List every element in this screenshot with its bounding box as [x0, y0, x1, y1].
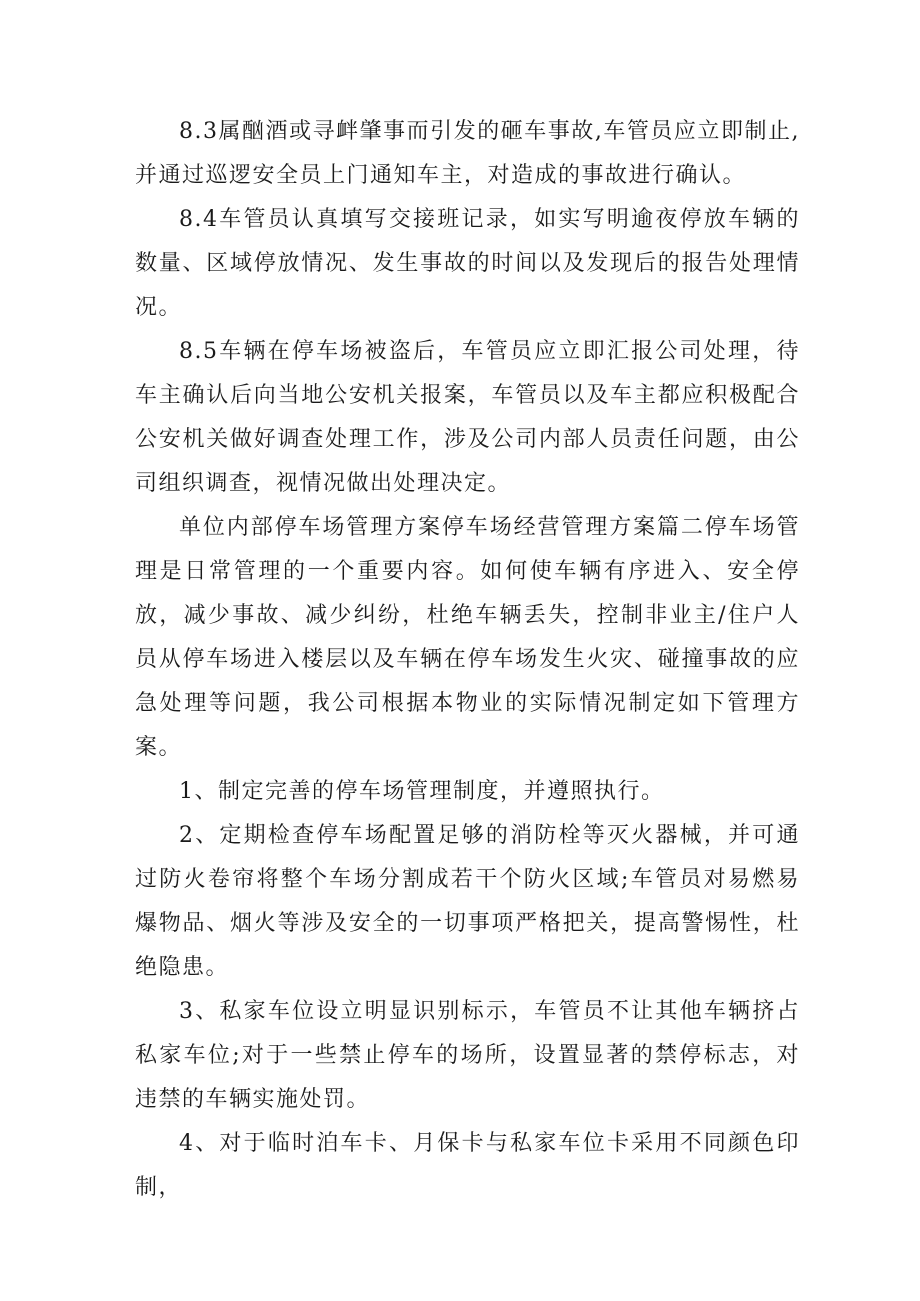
paragraph-item-4: 4、对于临时泊车卡、月保卡与私家车位卡采用不同颜色印制，: [135, 1131, 800, 1200]
paragraph-item-2: 2、定期检查停车场配置足够的消防栓等灭火器械，并可通过防火卷帘将整个车场分割成若干个防火区域;车管员对易燃易爆物品、烟火等涉及安全的一切事项严格把关，提高警惕性，杜绝隐患。: [135, 823, 800, 980]
document-body: [135, 110, 800, 1210]
paragraph-item-3: 3、私家车位设立明显识别标示，车管员不让其他车辆挤占私家车位;对于一些禁止停车的场所，设置显著的禁停标志，对违禁的车辆实施处罚。: [135, 999, 800, 1112]
paragraph-8-4: 8.4车管员认真填写交接班记录，如实写明逾夜停放车辆的数量、区域停放情况、发生事故的时间以及发现后的报告处理情况。: [135, 207, 800, 320]
paragraph-8-5: 8.5车辆在停车场被盗后，车管员应立即汇报公司处理，待车主确认后向当地公安机关报案，车管员以及车主都应积极配合公安机关做好调查处理工作，涉及公司内部人员责任问题，由公司组织调查，视情况做出处理决定。: [135, 339, 800, 496]
paragraph-plan-intro: 单位内部停车场管理方案停车场经营管理方案篇二停车场管理是日常管理的一个重要内容。如何使车辆有序进入、安全停放，减少事故、减少纠纷，杜绝车辆丢失，控制非业主/住户人员从停车场进入楼层以及车辆在停车场发生火灾、碰撞事故的应急处理等问题，我公司根据本物业的实际情况制定如下管理方案。: [135, 515, 800, 760]
paragraph-8-3: 8.3属酗酒或寻衅肇事而引发的砸车事故,车管员应立即制止,并通过巡逻安全员上门通知车主，对造成的事故进行确认。: [135, 119, 800, 188]
paragraph-item-1: 1、制定完善的停车场管理制度，并遵照执行。: [179, 779, 665, 804]
